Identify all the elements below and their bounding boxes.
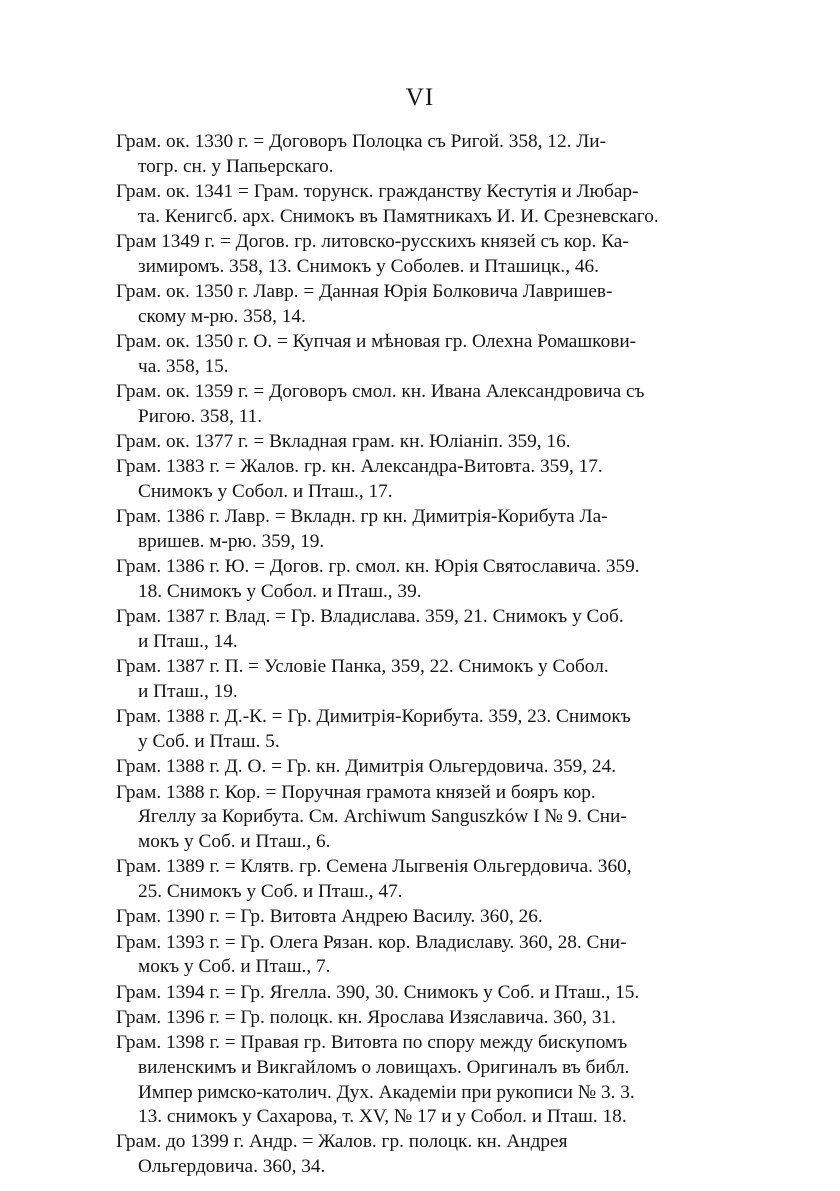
entry-continuation: и Пташ., 14. (138, 630, 238, 652)
entry-continuation: мокъ у Соб. и Пташ., 7. (138, 956, 331, 978)
entry-continuation: тогр. сн. у Папьерскаго. (138, 155, 334, 177)
entry-continuation: 25. Снимокъ у Соб. и Пташ., 47. (138, 880, 403, 902)
list-item (116, 1031, 728, 1129)
entry-continuation: 18. Снимокъ у Собол. и Пташ., 39. (138, 580, 422, 602)
list-item (116, 981, 728, 1006)
entry-continuation: зимиромъ. 358, 13. Снимокъ у Соболев. и Пташицк., 46. (138, 255, 599, 277)
entry-line: Грам. 1388 г. Д.-К. = Гр. Димитрія-Корибута. 359, 23. Снимокъ (116, 706, 631, 728)
entry-line: Грам. до 1399 г. Андр. = Жалов. гр. полоцк. кн. Андрея (116, 1131, 568, 1153)
list-item (116, 130, 728, 179)
list-item (116, 380, 728, 429)
entry-continuation: у Соб. и Пташ. 5. (138, 730, 280, 752)
entry-line: Грам. 1383 г. = Жалов. гр. кн. Александра-Витовта. 359, 17. (116, 456, 603, 478)
entry-continuation: та. Кенигсб. арх. Снимокъ въ Памятникахъ И. И. Срезневскаго. (138, 205, 659, 227)
entry-line: Грам. ок. 1350 г. О. = Купчая и мѣновая гр. Олехна Ромашкови- (116, 330, 637, 352)
entry-line: Грам. 1386 г. Лавр. = Вкладн. гр кн. Димитрія-Корибута Ла- (116, 506, 608, 528)
entry-line: Грам. 1387 г. Влад. = Гр. Владислава. 359, 21. Снимокъ у Соб. (116, 606, 624, 628)
entry-line: Грам. 1393 г. = Гр. Олега Рязан. кор. Владиславу. 360, 28. Сни- (116, 931, 627, 953)
entry-continuation: скому м-рю. 358, 14. (138, 305, 306, 327)
list-item (116, 230, 728, 279)
list-item (116, 180, 728, 229)
entry-line: Грам. 1387 г. П. = Условіе Панка, 359, 22. Снимокъ у Собол. (116, 656, 609, 678)
list-item (116, 1006, 728, 1031)
entry-line: Грам 1349 г. = Догов. гр. литовско-русскихъ князей съ кор. Ка- (116, 230, 629, 252)
entry-line: Грам. ок. 1350 г. Лавр. = Данная Юрія Болковича Лавришев- (116, 280, 613, 302)
entry-continuation: мокъ у Соб. и Пташ., 6. (138, 830, 331, 852)
list-item (116, 330, 728, 379)
list-item (116, 931, 728, 980)
entry-continuation: вришев. м-рю. 359, 19. (138, 530, 325, 552)
entry-line: Грам. ок. 1377 г. = Вкладная грам. кн. Юліанiп. 359, 16. (116, 430, 571, 452)
entry-continuation: виленскимъ и Викгайломъ о ловищахъ. Оригиналъ въ библ. (138, 1056, 630, 1078)
entry-line: Грам. 1388 г. Д. О. = Гр. кн. Димитрія Ольгердовича. 359, 24. (116, 756, 617, 778)
entry-continuation: Ригою. 358, 11. (138, 405, 263, 427)
entry-line: Грам. ок. 1341 = Грам. торунск. гражданству Кестутія и Любар- (116, 180, 639, 202)
list-item (116, 280, 728, 329)
list-item (116, 905, 728, 930)
list-item (116, 505, 728, 554)
entry-line: Грам. 1390 г. = Гр. Витовта Андрею Василу. 360, 26. (116, 906, 543, 928)
entry-line: Грам. 1394 г. = Гр. Ягелла. 390, 30. Снимокъ у Соб. и Пташ., 15. (116, 981, 640, 1003)
entry-line: Грам. 1388 г. Кор. = Поручная грамота князей и бояръ кор. (116, 781, 596, 803)
page-number: VI (405, 84, 435, 111)
list-item (116, 430, 728, 455)
entry-list (116, 130, 728, 1180)
entry-continuation: Ягеллу за Корибута. См. Archiwum Sanguszków I № 9. Сни- (138, 806, 627, 828)
list-item (116, 605, 728, 654)
list-item (116, 755, 728, 780)
list-item (116, 555, 728, 604)
list-item (116, 455, 728, 504)
list-item (116, 1130, 728, 1179)
entry-line: Грам. 1396 г. = Гр. полоцк. кн. Ярослава Изяславича. 360, 31. (116, 1006, 616, 1028)
entry-line: Грам. 1386 г. Ю. = Догов. гр. смол. кн. Юрія Святославича. 359. (116, 556, 640, 578)
entry-line: Грам. ок. 1359 г. = Договоръ смол. кн. Ивана Александровича съ (116, 380, 645, 402)
list-item (116, 655, 728, 704)
list-item (116, 855, 728, 904)
entry-line: Грам. 1389 г. = Клятв. гр. Семена Лыгвенія Ольгердовича. 360, (116, 856, 632, 878)
list-item (116, 705, 728, 754)
list-item (116, 781, 728, 855)
entry-continuation: и Пташ., 19. (138, 680, 238, 702)
entry-continuation: Импер римско-католич. Дух. Академіи при рукописи № 3. 3. (138, 1081, 635, 1103)
entry-line: Грам. ок. 1330 г. = Договоръ Полоцка съ Ригой. 358, 12. Ли- (116, 131, 607, 152)
entry-continuation: ча. 358, 15. (138, 355, 229, 377)
entry-continuation: 13. снимокъ у Сахарова, т. XV, № 17 и у Собол. и Пташ. 18. (138, 1106, 627, 1128)
entry-line: Грам. 1398 г. = Правая гр. Витовта по спору между бискупомъ (116, 1032, 628, 1054)
entry-continuation: Ольгердовича. 360, 34. (138, 1156, 326, 1178)
entry-continuation: Снимокъ у Собол. и Пташ., 17. (138, 480, 393, 502)
